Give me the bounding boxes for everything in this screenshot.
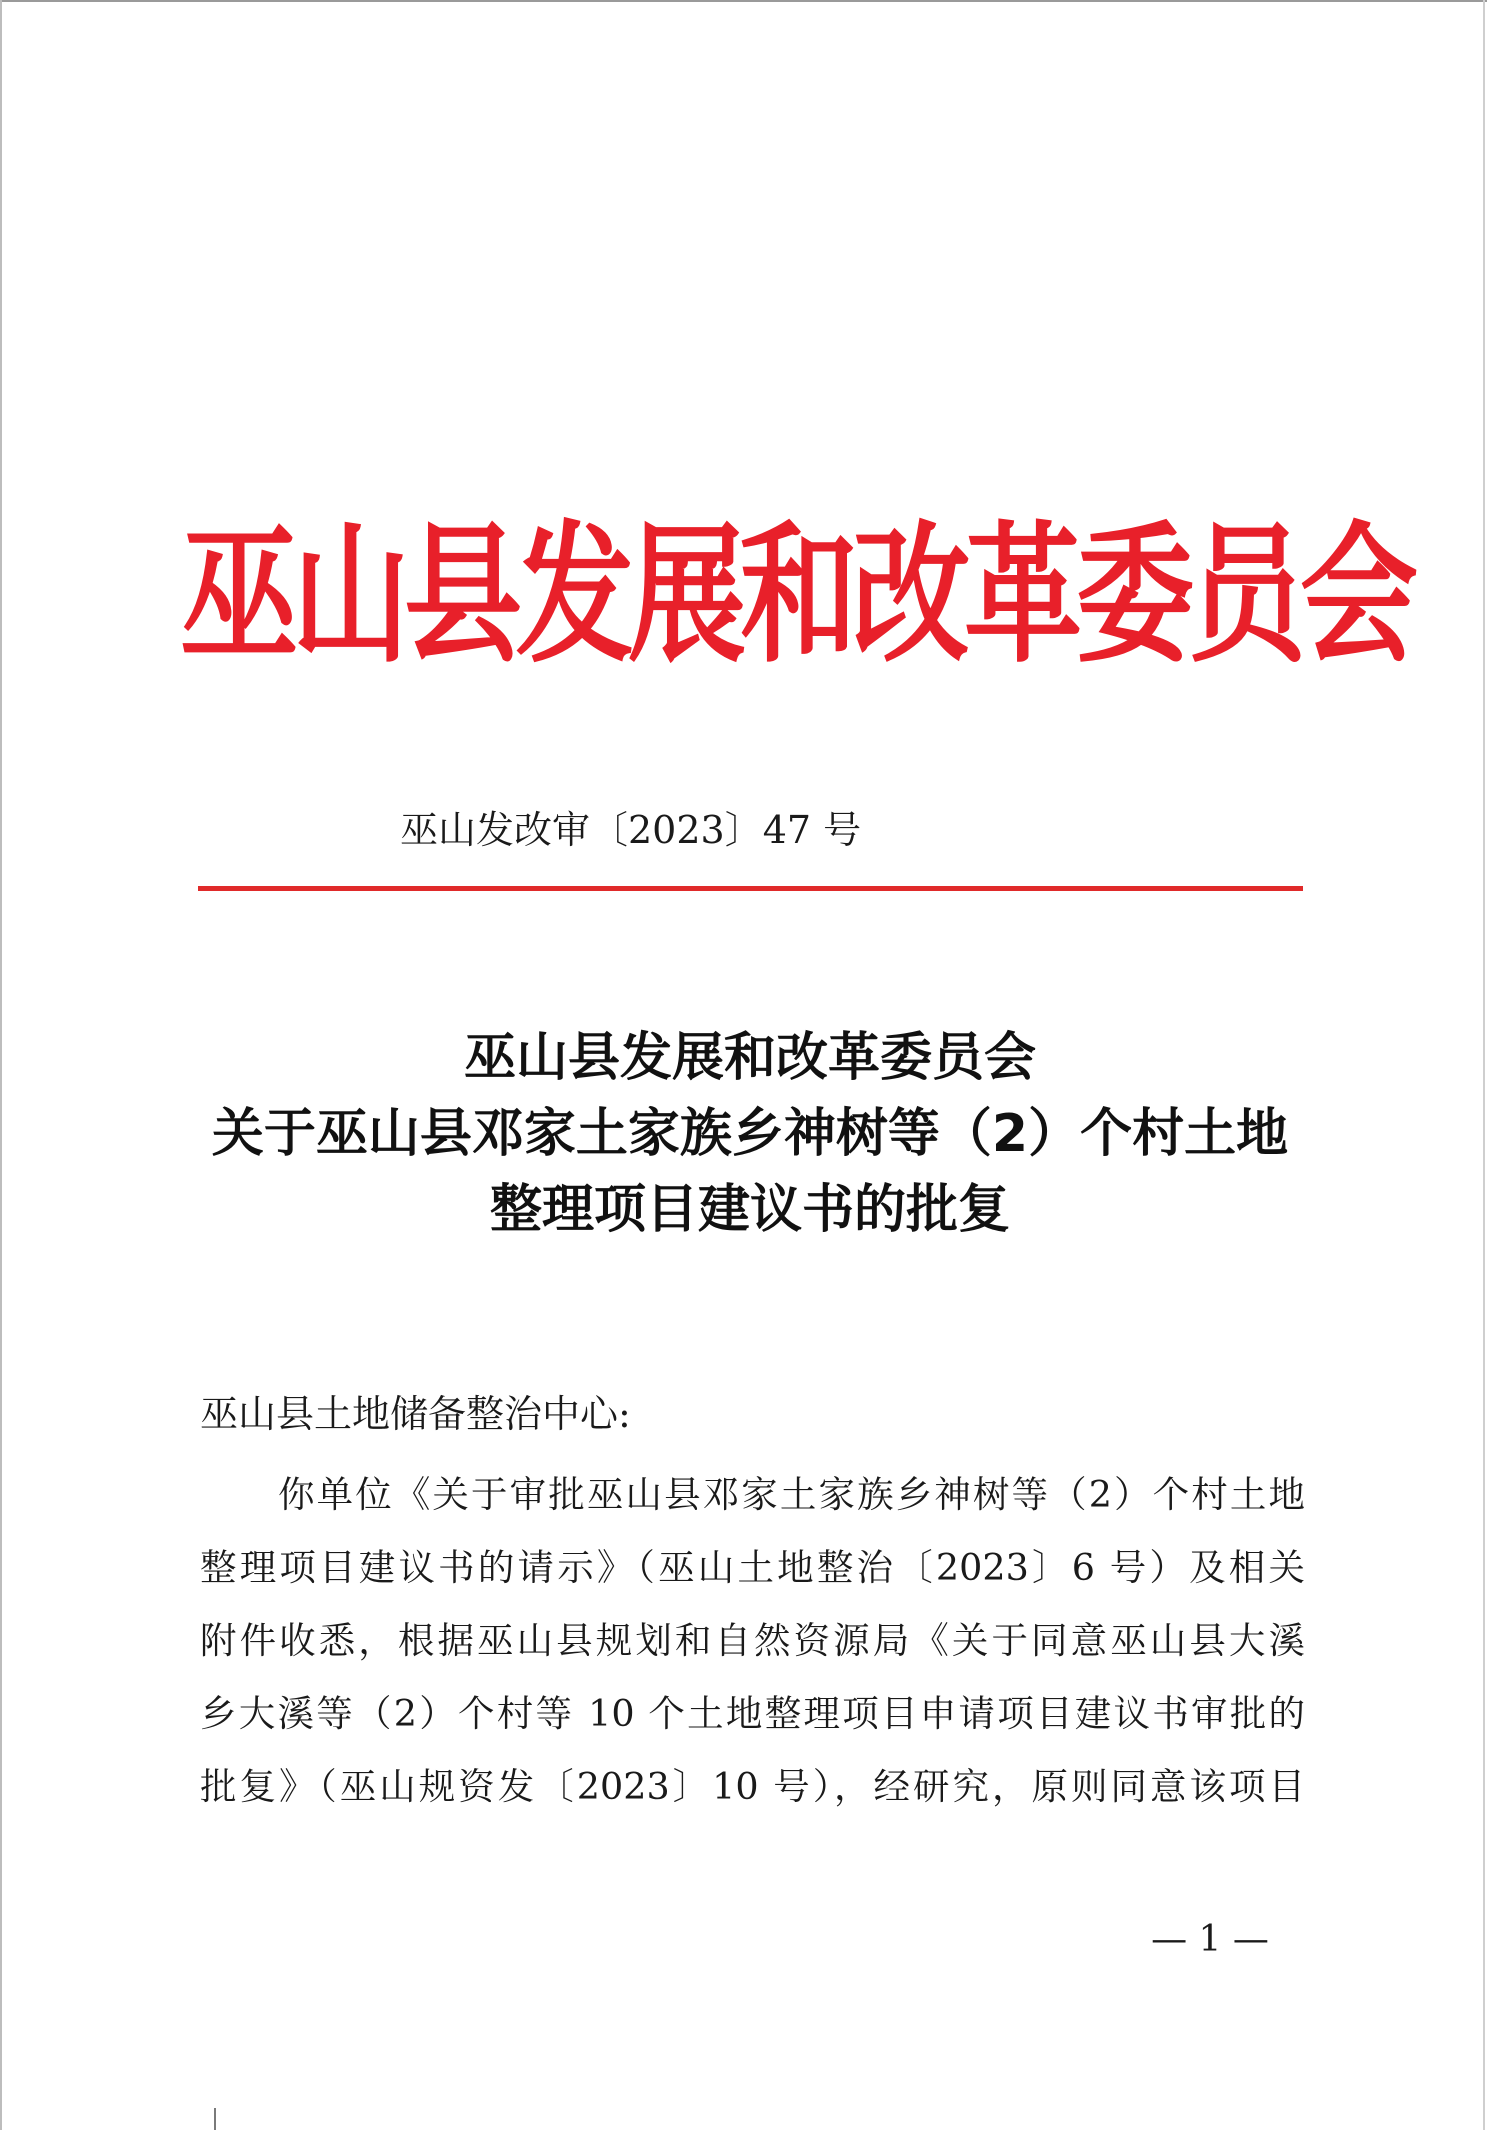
document-title: [150, 1020, 1350, 1248]
addressee: 巫山县土地储备整治中心:: [200, 1392, 631, 1436]
page-number: — 1 —: [1151, 1919, 1269, 1960]
masthead-title: 巫山县发展和改革委员会: [180, 505, 1413, 684]
body-line: 附件收悉，根据巫山县规划和自然资源局《关于同意巫山县大溪: [200, 1619, 1305, 1662]
title-line: 巫山县发展和改革委员会: [463, 1028, 1036, 1088]
body-line: 乡大溪等（2）个村等 10 个土地整理项目申请项目建议书审批的: [200, 1692, 1305, 1735]
title-line: 关于巫山县邓家土家族乡神树等（2）个村土地: [211, 1104, 1289, 1164]
scan-mark: [214, 2108, 216, 2130]
scan-edge-top: [0, 0, 1487, 2]
body-line: 整理项目建议书的请示》（巫山土地整治〔2023〕6 号）及相关: [200, 1546, 1305, 1589]
red-separator-line: [198, 886, 1303, 891]
title-line: 整理项目建议书的批复: [489, 1180, 1010, 1240]
body-line: 批复》（巫山规资发〔2023〕10 号），经研究，原则同意该项目: [200, 1765, 1305, 1808]
document-number: 巫山发改审〔2023〕47 号: [400, 808, 862, 852]
scan-edge-right: [1483, 0, 1485, 2130]
scan-edge-left: [0, 0, 2, 2130]
body-paragraph: [200, 1458, 1305, 1823]
body-line: 你单位《关于审批巫山县邓家土家族乡神树等（2）个村土地: [278, 1473, 1305, 1516]
